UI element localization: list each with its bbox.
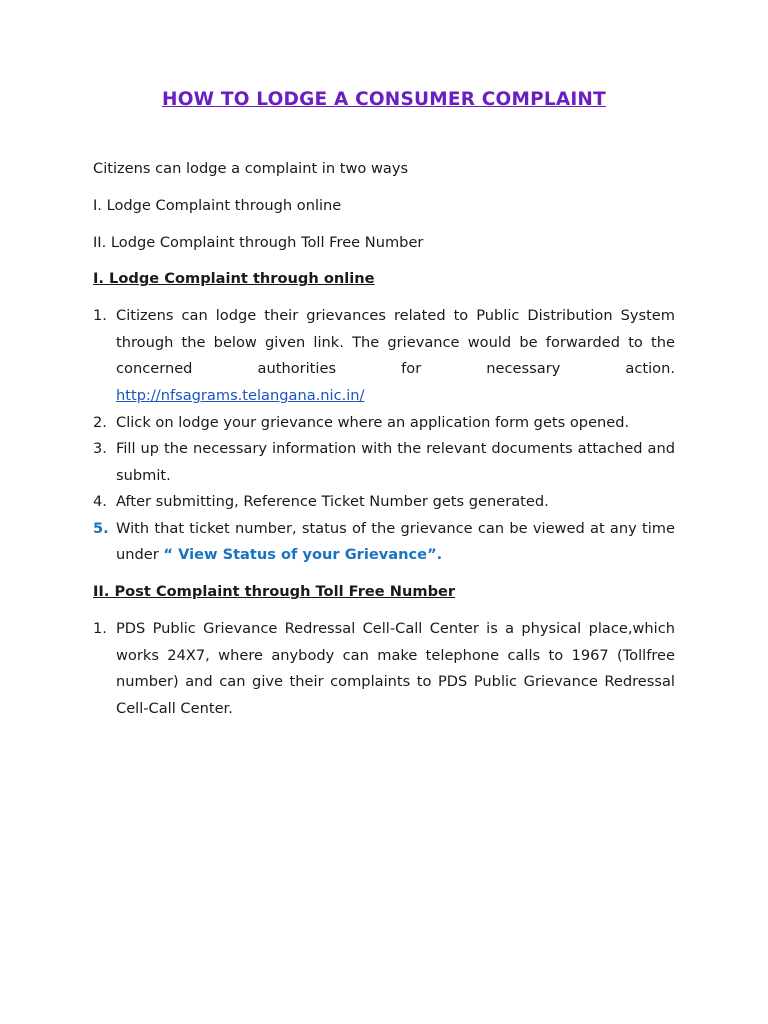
- list-item: [93, 303, 675, 409]
- toll-free-steps-list: [93, 616, 675, 722]
- section-heading-toll-free: II. Post Complaint through Toll Free Number: [93, 583, 456, 601]
- section-heading-online: I. Lodge Complaint through online: [93, 270, 375, 288]
- list-item: [93, 616, 675, 722]
- way-toll-free: II. Lodge Complaint through Toll Free Number: [93, 233, 424, 251]
- document-body: [93, 156, 675, 733]
- list-item: [93, 516, 675, 569]
- page-title: HOW TO LODGE A CONSUMER COMPLAINT: [162, 89, 606, 110]
- online-steps-list: [93, 303, 675, 569]
- list-item-text: Fill up the necessary information with the relevant documents attached and submit.: [116, 440, 675, 484]
- list-number: 1.: [93, 620, 107, 638]
- way-online: I. Lodge Complaint through online: [93, 196, 342, 214]
- view-status-link[interactable]: “ View Status of your Grievance”.: [163, 546, 443, 564]
- list-number: 1.: [93, 307, 107, 325]
- list-number: 3.: [93, 440, 107, 458]
- list-item-text: Citizens can lodge their grievances related to Public Distribution System through the below given link. The grievance would be forwarded to the concerned authorities for necessary action.: [116, 307, 675, 378]
- intro-text: Citizens can lodge a complaint in two ways: [93, 160, 409, 177]
- list-item-text: After submitting, Reference Ticket Number gets generated.: [116, 493, 549, 511]
- list-item-text: PDS Public Grievance Redressal Cell-Call Center is a physical place,which works 24X7, where anybody can make telephone calls to 1967 (Tollfree number) and can give their complaints to PDS Public Grievance Redressal Cell-Call Center.: [116, 620, 675, 717]
- list-item-text: Click on lodge your grievance where an application form gets opened.: [116, 413, 630, 431]
- list-number: 4.: [93, 493, 107, 511]
- list-number: 2.: [93, 413, 107, 431]
- list-item: [93, 436, 675, 489]
- list-item: [93, 410, 675, 437]
- list-item: [93, 489, 675, 516]
- list-number: 5.: [93, 519, 109, 537]
- list-item-text: With that ticket number, status of the grievance can be viewed at any time under: [116, 519, 675, 564]
- grievance-portal-link[interactable]: http://nfsagrams.telangana.nic.in/: [116, 386, 365, 404]
